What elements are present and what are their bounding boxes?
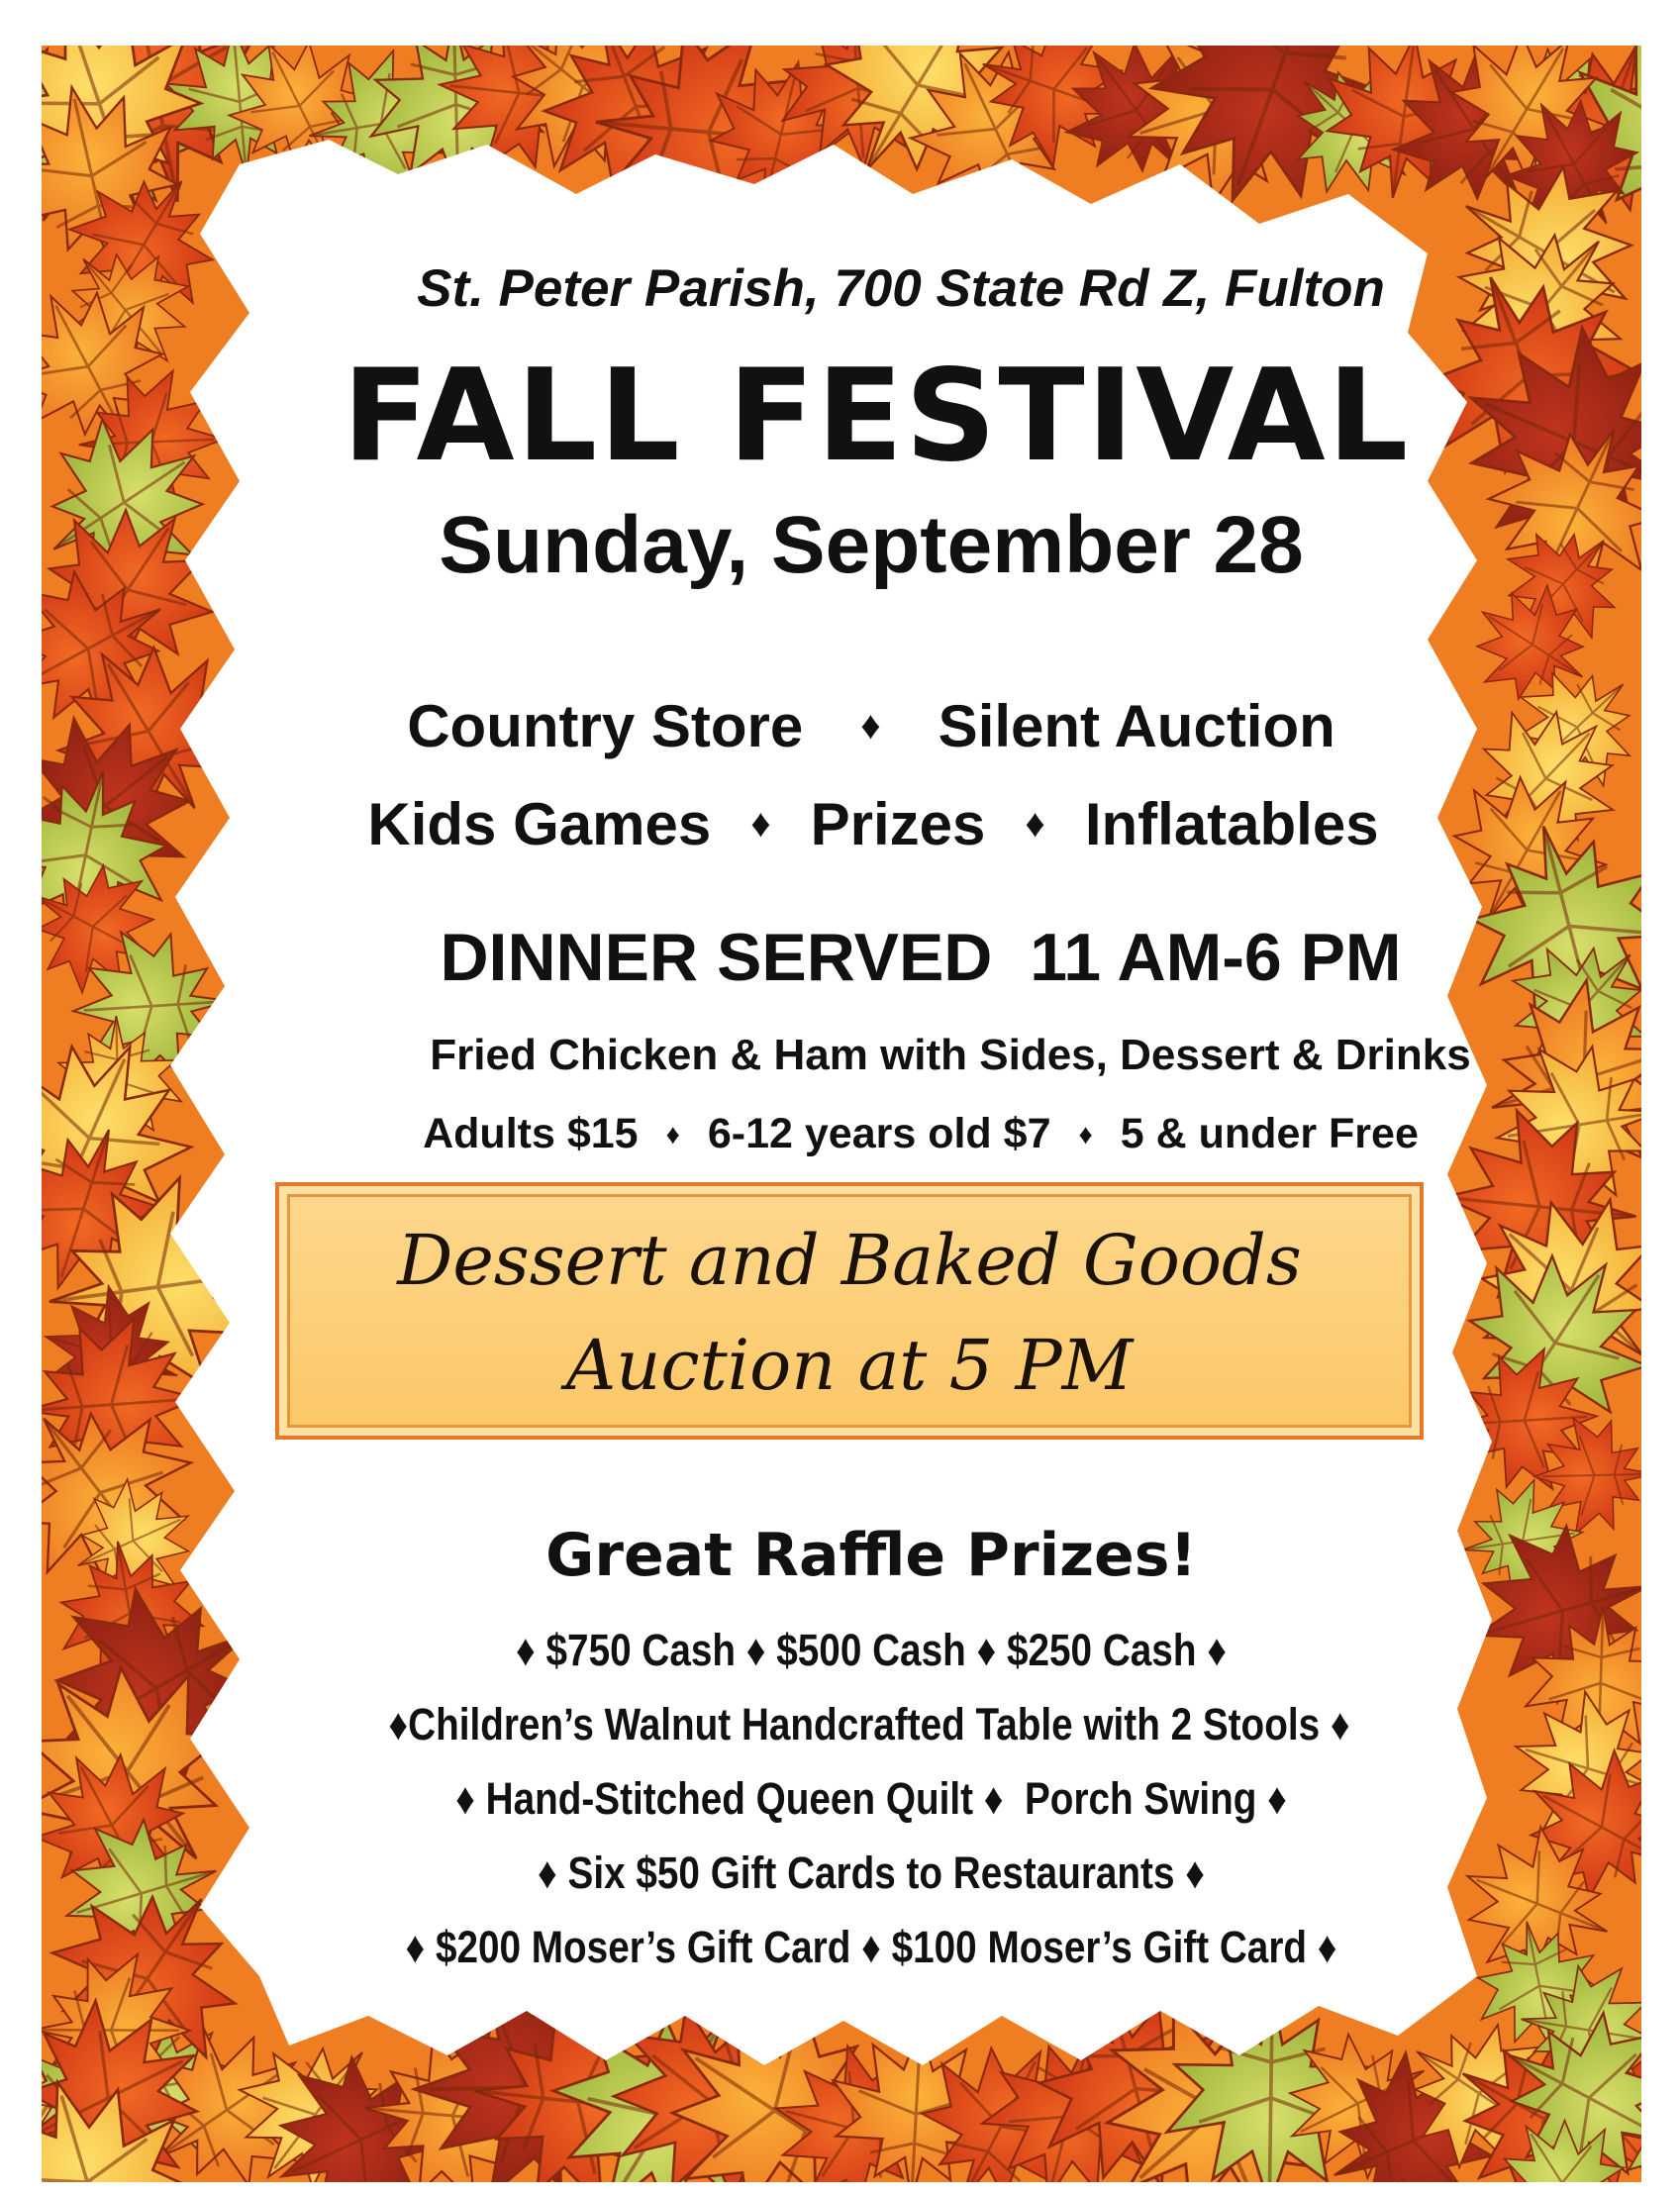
price-item: 5 & under Free (1120, 1110, 1419, 1157)
raffle-heading: Great Raffle Prizes! (545, 1521, 1197, 1590)
auction-text-line: Auction at 5 PM (565, 1325, 1134, 1406)
activity-item: Country Store (407, 693, 804, 759)
fall-festival-flyer (42, 46, 1641, 2182)
activities-row (71, 692, 1671, 760)
activity-item: Silent Auction (938, 693, 1335, 759)
activity-item: Inflatables (1084, 791, 1379, 857)
dinner-heading: DINNER SERVED 11 AM-6 PM (440, 920, 1402, 995)
price-item: Adults $15 (423, 1110, 639, 1157)
raffle-prize-line: ♦Children’s Walnut Handcrafted Table with 2 Stools ♦ (388, 1699, 1350, 1749)
diamond-separator-icon: ♦ (750, 802, 771, 846)
diamond-separator-icon: ♦ (1078, 1118, 1093, 1149)
event-title: FALL FESTIVAL (342, 343, 1411, 490)
raffle-prize-line: ♦ $750 Cash ♦ $500 Cash ♦ $250 Cash ♦ (516, 1625, 1227, 1675)
raffle-prize-line: ♦ Hand-Stitched Queen Quilt ♦ Porch Swing ♦ (455, 1773, 1287, 1824)
auction-callout-box (275, 1182, 1424, 1440)
activity-item: Prizes (810, 791, 986, 857)
activity-item: Kids Games (367, 791, 712, 857)
event-date: Sunday, September 28 (439, 500, 1304, 590)
activities-row (73, 790, 1673, 858)
diamond-separator-icon: ♦ (860, 704, 881, 748)
diamond-separator-icon: ♦ (665, 1118, 680, 1149)
dinner-prices (121, 1110, 1680, 1158)
dinner-menu: Fried Chicken & Ham with Sides, Dessert & Drinks (430, 1031, 1471, 1079)
event-address: St. Peter Parish, 700 State Rd Z, Fulton (417, 259, 1385, 318)
auction-text-line: Dessert and Baked Goods (397, 1220, 1302, 1301)
raffle-prize-line: ♦ Six $50 Gift Cards to Restaurants ♦ (538, 1847, 1205, 1898)
diamond-separator-icon: ♦ (1025, 802, 1045, 846)
raffle-prize-line: ♦ $200 Moser’s Gift Card ♦ $100 Moser’s Gift Card ♦ (405, 1922, 1337, 1972)
price-item: 6-12 years old $7 (707, 1110, 1051, 1157)
